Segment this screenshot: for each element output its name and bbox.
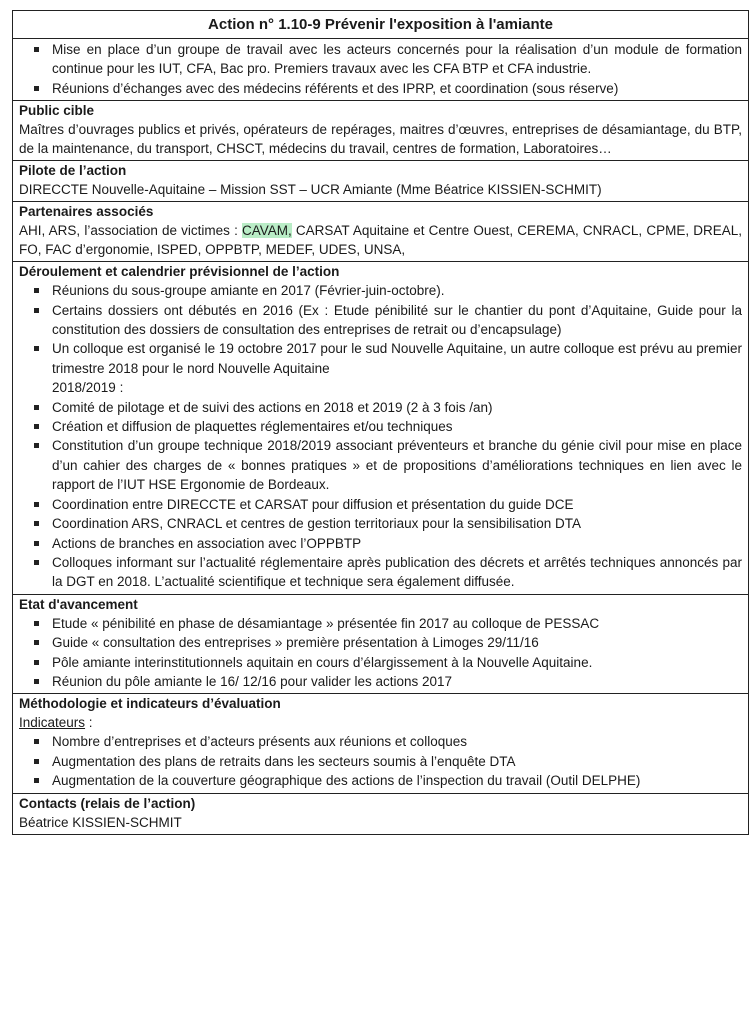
indicators-label-row [19,713,742,732]
public-cible-section [13,101,748,161]
period-subheading: 2018/2019 : [52,380,124,396]
list-item: Coordination ARS, CNRACL et centres de gestion territoriaux pour la sensibilisation DTA [19,514,742,533]
highlighted-partner: CAVAM, [241,223,292,239]
deroulement-section [13,262,748,595]
page-title: Action n° 1.10-9 Prévenir l'exposition à l'amiante [13,11,748,39]
list-item: Un colloque est organisé le 19 octobre 2017 pour le sud Nouvelle Aquitaine, un autre colloque est prévu au premier trimestre 2018 pour le nord Nouvelle Aquitaine [19,339,742,378]
list-item: Réunion du pôle amiante le 16/ 12/16 pour valider les actions 2017 [19,672,742,691]
section-heading: Déroulement et calendrier prévisionnel de l’action [19,264,340,280]
list-item: Réunions d’échanges avec des médecins référents et des IPRP, et coordination (sous réserve) [19,79,742,98]
section-heading: Etat d'avancement [19,596,138,612]
list-item: Augmentation de la couverture géographique des actions de l’inspection du travail (Outil DELPHE) [19,771,742,790]
indicators-label: Indicateurs [19,715,86,731]
list-item: Certains dossiers ont débutés en 2016 (Ex : Etude pénibilité sur le chantier du pont d’Aquitaine, Guide pour la constitution des dossiers de consultation des entreprises de retrait ou d’encapsulage) [19,301,742,340]
partners-text-start: AHI, ARS, l’association de victimes : [19,223,242,239]
partners-text-end: CARSAT Aquitaine et Centre Ouest, CEREMA, CNRACL, CPME, DREAL, FO, FAC d’ergonomie, ISPED, OPPBTP, MEDEF, UDES, UNSA, [19,223,742,258]
section-heading: Contacts (relais de l’action) [19,795,196,811]
section-text: Maîtres d’ouvrages publics et privés, opérateurs de repérages, maitres d’œuvres, entreprises de désamiantage, du BTP, de la maintenance, du transport, CHSCT, médecins du travail, centres de formation, Laboratoires… [19,122,742,157]
pilote-section [13,161,748,202]
list-item: Augmentation des plans de retraits dans les secteurs soumis à l’enquête DTA [19,752,742,771]
section-text: DIRECCTE Nouvelle-Aquitaine – Mission SST – UCR Amiante (Mme Béatrice KISSIEN-SCHMIT) [19,182,602,198]
methodo-section [13,694,748,793]
calendar-list-2017 [19,281,742,378]
indicators-list [19,732,742,790]
list-item: Colloques informant sur l’actualité réglementaire après publication des décrets et arrêtés techniques annoncés par la DGT en 2018. L’actualité scientifique et technique sera également diffusée. [19,553,742,592]
indicators-label-suffix: : [85,715,93,731]
intro-section [13,39,748,101]
contacts-section [13,794,748,834]
calendar-list-2018 [19,398,742,592]
action-sheet [12,10,749,835]
section-heading: Partenaires associés [19,204,154,220]
list-item: Nombre d’entreprises et d’acteurs présents aux réunions et colloques [19,732,742,751]
list-item: Actions de branches en association avec l’OPPBTP [19,534,742,553]
list-item: Constitution d’un groupe technique 2018/2019 associant préventeurs et branche du génie civil pour mise en place d’un cahier des charges de « bonnes pratiques » et de propositions d’améliorations techniques en lien avec le rapport de l’IUT HSE Ergonomie de Bordeaux. [19,436,742,494]
intro-list [19,40,742,98]
partners-text [19,221,742,259]
section-heading: Méthodologie et indicateurs d’évaluation [19,696,281,712]
list-item: Guide « consultation des entreprises » première présentation à Limoges 29/11/16 [19,633,742,652]
etat-section [13,595,748,695]
section-text: Béatrice KISSIEN-SCHMIT [19,814,182,830]
list-item: Coordination entre DIRECCTE et CARSAT pour diffusion et présentation du guide DCE [19,495,742,514]
partenaires-section [13,202,748,262]
section-heading: Public cible [19,103,95,119]
list-item: Réunions du sous-groupe amiante en 2017 (Février-juin-octobre). [19,281,742,300]
list-item: Etude « pénibilité en phase de désamiantage » présentée fin 2017 au colloque de PESSAC [19,614,742,633]
progress-list [19,614,742,692]
list-item: Mise en place d’un groupe de travail avec les acteurs concernés pour la réalisation d’un module de formation continue pour les IUT, CFA, Bac pro. Premiers travaux avec les CFA BTP et CFA industrie. [19,40,742,79]
list-item: Comité de pilotage et de suivi des actions en 2018 et 2019 (2 à 3 fois /an) [19,398,742,417]
section-heading: Pilote de l’action [19,163,127,179]
list-item: Création et diffusion de plaquettes réglementaires et/ou techniques [19,417,742,436]
list-item: Pôle amiante interinstitutionnels aquitain en cours d’élargissement à la Nouvelle Aquitaine. [19,653,742,672]
